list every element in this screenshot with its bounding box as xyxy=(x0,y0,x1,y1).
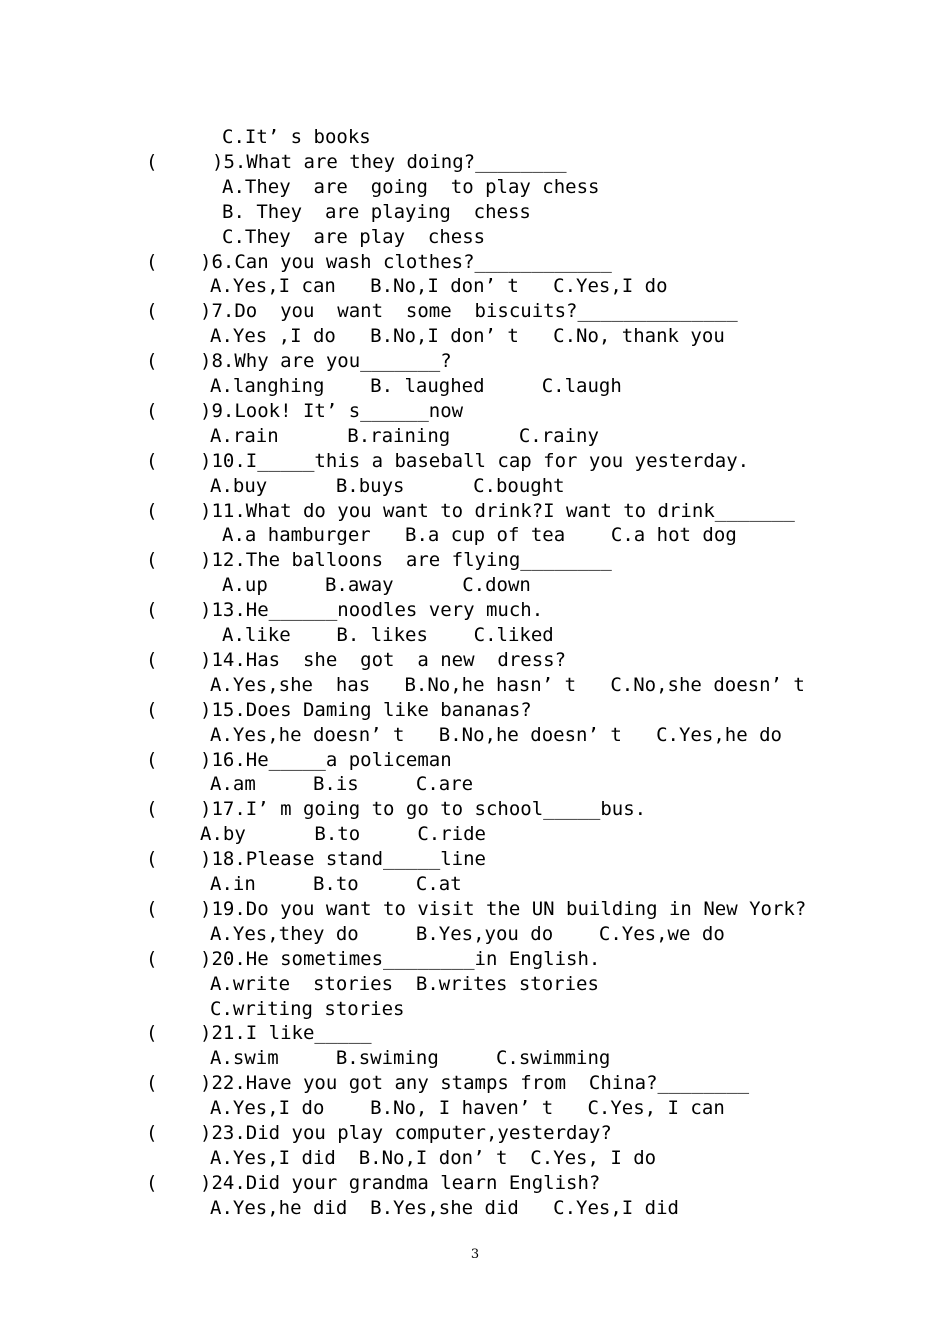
answer-bracket: ( xyxy=(146,549,158,571)
option-line: A.am B.is C.are xyxy=(210,773,474,795)
question-line: )6.Can you wash clothes?____________ xyxy=(200,251,612,273)
option-line: A.in B.to C.at xyxy=(210,873,462,895)
question-line: )16.He_____a policeman xyxy=(200,749,452,771)
option-line: A.Yes ,I do B.No,I don’ t C.No, thank you xyxy=(210,325,725,347)
option-line: A.Yes,he doesn’ t B.No,he doesn’ t C.Yes,he do xyxy=(210,724,782,746)
answer-bracket: ( xyxy=(146,1172,158,1194)
question-line: )14.Has she got a new dress? xyxy=(200,649,567,671)
answer-bracket: ( xyxy=(146,151,158,173)
option-line: A.like B. likes C.liked xyxy=(222,624,554,646)
question-line: )19.Do you want to visit the UN building in New York? xyxy=(200,898,807,920)
question-line: )5.What are they doing?________ xyxy=(212,151,567,173)
question-line: )24.Did your grandma learn English? xyxy=(200,1172,601,1194)
option-line: C.They are play chess xyxy=(222,226,486,248)
question-line: )13.He______noodles very much. xyxy=(200,599,544,621)
answer-bracket: ( xyxy=(146,350,158,372)
answer-bracket: ( xyxy=(146,699,158,721)
answer-bracket: ( xyxy=(146,898,158,920)
question-line: )9.Look! It’ s______now xyxy=(200,400,464,422)
option-line: A.Yes,I can B.No,I don’ t C.Yes,I do xyxy=(210,275,668,297)
question-line: )20.He sometimes________in English. xyxy=(200,948,601,970)
answer-bracket: ( xyxy=(146,798,158,820)
option-line: C.writing stories xyxy=(210,998,405,1020)
question-line: )11.What do you want to drink?I want to drink_______ xyxy=(200,500,795,522)
option-line: A.a hamburger B.a cup of tea C.a hot dog xyxy=(222,524,737,546)
option-line: A.Yes,they do B.Yes,you do C.Yes,we do xyxy=(210,923,725,945)
question-line: )18.Please stand_____line xyxy=(200,848,486,870)
answer-bracket: ( xyxy=(146,1022,158,1044)
answer-bracket: ( xyxy=(146,749,158,771)
option-line: A.by B.to C.ride xyxy=(200,823,486,845)
option-line: B. They are playing chess xyxy=(222,201,531,223)
question-line: )17.I’ m going to go to school_____bus. xyxy=(200,798,647,820)
question-line: )22.Have you got any stamps from China?________ xyxy=(200,1072,750,1094)
answer-bracket: ( xyxy=(146,848,158,870)
option-line: A.swim B.swiming C.swimming xyxy=(210,1047,611,1069)
question-line: )15.Does Daming like bananas? xyxy=(200,699,532,721)
answer-bracket: ( xyxy=(146,450,158,472)
option-line: A.up B.away C.down xyxy=(222,574,531,596)
question-line: )7.Do you want some biscuits?______________ xyxy=(200,300,738,322)
option-line: A.write stories B.writes stories xyxy=(210,973,599,995)
option-line: C.It’ s books xyxy=(222,126,371,148)
option-line: A.rain B.raining C.rainy xyxy=(210,425,599,447)
question-line: )12.The balloons are flying________ xyxy=(200,549,612,571)
answer-bracket: ( xyxy=(146,251,158,273)
question-line: )23.Did you play computer,yesterday? xyxy=(200,1122,612,1144)
option-line: A.buy B.buys C.bought xyxy=(210,475,565,497)
option-line: A.They are going to play chess xyxy=(222,176,600,198)
option-line: A.Yes,I did B.No,I don’ t C.Yes, I do xyxy=(210,1147,657,1169)
option-line: A.Yes,he did B.Yes,she did C.Yes,I did xyxy=(210,1197,679,1219)
answer-bracket: ( xyxy=(146,599,158,621)
option-line: A.Yes,she has B.No,he hasn’ t C.No,she doesn’ t xyxy=(210,674,805,696)
answer-bracket: ( xyxy=(146,400,158,422)
answer-bracket: ( xyxy=(146,649,158,671)
answer-bracket: ( xyxy=(146,1072,158,1094)
question-line: )21.I like_____ xyxy=(200,1022,372,1044)
answer-bracket: ( xyxy=(146,300,158,322)
option-line: A.Yes,I do B.No, I haven’ t C.Yes, I can xyxy=(210,1097,725,1119)
option-line: A.langhing B. laughed C.laugh xyxy=(210,375,622,397)
answer-bracket: ( xyxy=(146,500,158,522)
page-number: 3 xyxy=(470,1247,480,1262)
answer-bracket: ( xyxy=(146,948,158,970)
question-line: )8.Why are you_______? xyxy=(200,350,452,372)
question-line: )10.I_____this a baseball cap for you yesterday. xyxy=(200,450,750,472)
answer-bracket: ( xyxy=(146,1122,158,1144)
